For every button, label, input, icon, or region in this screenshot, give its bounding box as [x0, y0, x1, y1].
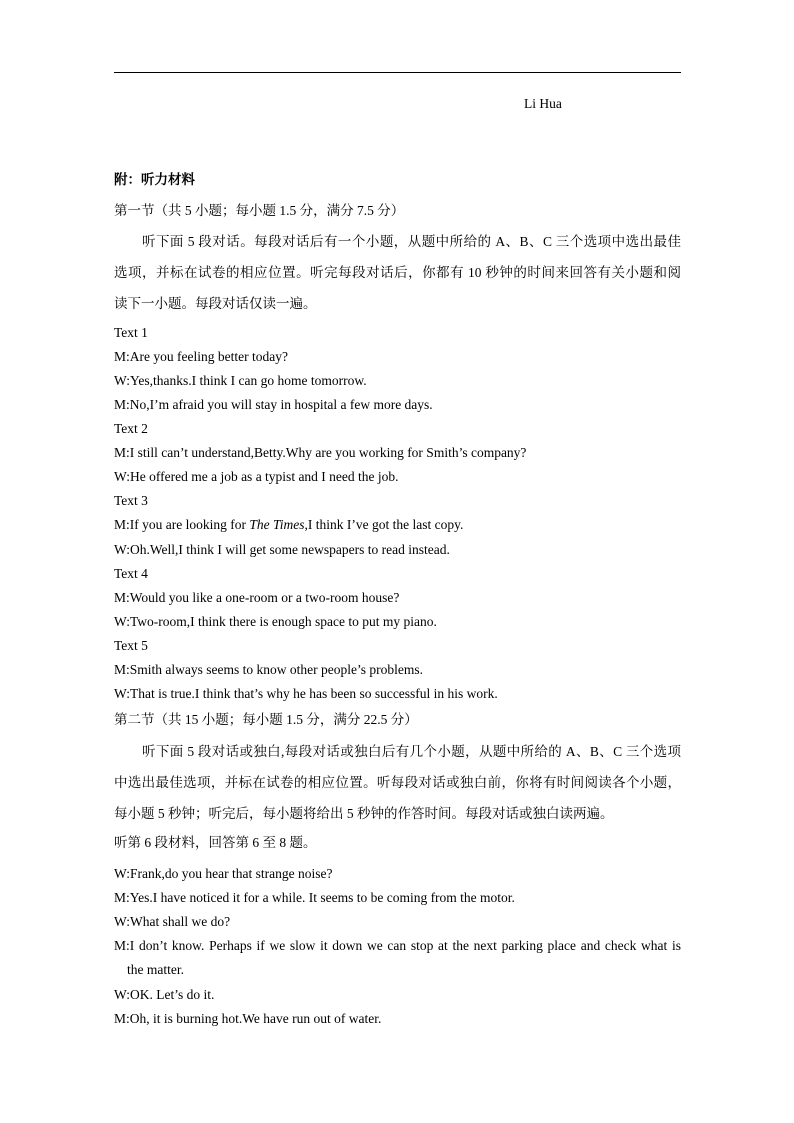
instruction-line: 每小题 5 秒钟；听完后，每小题将给出 5 秒钟的作答时间。每段对话或独白读两遍。: [114, 806, 614, 821]
dialog-line-continuation: the matter.: [127, 962, 184, 977]
newspaper-title: The Times: [249, 517, 305, 532]
dialog-line: M:Oh, it is burning hot.We have run out of water.: [114, 1011, 382, 1026]
instruction-line: 选项，并标在试卷的相应位置。听完每段对话后，你都有 10 秒钟的时间来回答有关小题和阅: [114, 265, 681, 280]
dialog-line-end: ,I think I’ve got the last copy.: [304, 517, 464, 532]
signature: Li Hua: [524, 96, 562, 111]
dialog-line: W:That is true.I think that’s why he has been so successful in his work.: [114, 686, 498, 701]
instruction-line: 听下面 5 段对话。每段对话后有一个小题，从题中所给的 A、B、C 三个选项中选出最佳: [142, 234, 681, 249]
dialog-line-part: M:I don’t know. Perhaps if we slow it down we can stop at the next parking place and check what is: [114, 938, 681, 953]
instruction-line: 读下一小题。每段对话仅读一遍。: [114, 296, 317, 311]
dialog-line: [114, 517, 463, 533]
dialog-line: W:He offered me a job as a typist and I need the job.: [114, 469, 399, 484]
section2-heading: 第二节（共 15 小题；每小题 1.5 分，满分 22.5 分）: [114, 712, 418, 727]
dialog-line: M:Would you like a one-room or a two-room house?: [114, 590, 400, 605]
appendix-title: 附：听力材料: [114, 172, 195, 187]
instruction-line: 中选出最佳选项，并标在试卷的相应位置。听每段对话或独白前，你将有时间阅读各个小题，: [114, 775, 681, 790]
dialog-line: W:Yes,thanks.I think I can go home tomorrow.: [114, 373, 367, 388]
section1-heading: 第一节（共 5 小题；每小题 1.5 分，满分 7.5 分）: [114, 203, 405, 218]
header-rule: [114, 72, 681, 73]
text6-intro: 听第 6 段材料，回答第 6 至 8 题。: [114, 835, 317, 850]
section1-instructions: [114, 234, 681, 312]
text3-label: Text 3: [114, 493, 148, 508]
instruction-line: 听下面 5 段对话或独白,每段对话或独白后有几个小题，从题中所给的 A、B、C 三个选项: [142, 744, 681, 759]
dialog-line: W:Two-room,I think there is enough space to put my piano.: [114, 614, 437, 629]
text1-label: Text 1: [114, 325, 148, 340]
dialog-line-wrapped: [114, 938, 681, 978]
dialog-line-start: M:If you are looking for: [114, 517, 250, 532]
dialog-line: W:OK. Let’s do it.: [114, 987, 215, 1002]
text4-label: Text 4: [114, 566, 148, 581]
text5-label: Text 5: [114, 638, 148, 653]
text2-label: Text 2: [114, 421, 148, 436]
dialog-line: M:Are you feeling better today?: [114, 349, 288, 364]
dialog-line: M:Yes.I have noticed it for a while. It seems to be coming from the motor.: [114, 890, 515, 905]
dialog-line: M:I still can’t understand,Betty.Why are you working for Smith’s company?: [114, 445, 527, 460]
dialog-line: M:No,I’m afraid you will stay in hospital a few more days.: [114, 397, 433, 412]
dialog-line: W:Oh.Well,I think I will get some newspapers to read instead.: [114, 542, 450, 557]
dialog-line: W:What shall we do?: [114, 914, 231, 929]
section2-instructions: [114, 744, 681, 822]
dialog-line: W:Frank,do you hear that strange noise?: [114, 866, 333, 881]
dialog-line: M:Smith always seems to know other people’s problems.: [114, 662, 423, 677]
